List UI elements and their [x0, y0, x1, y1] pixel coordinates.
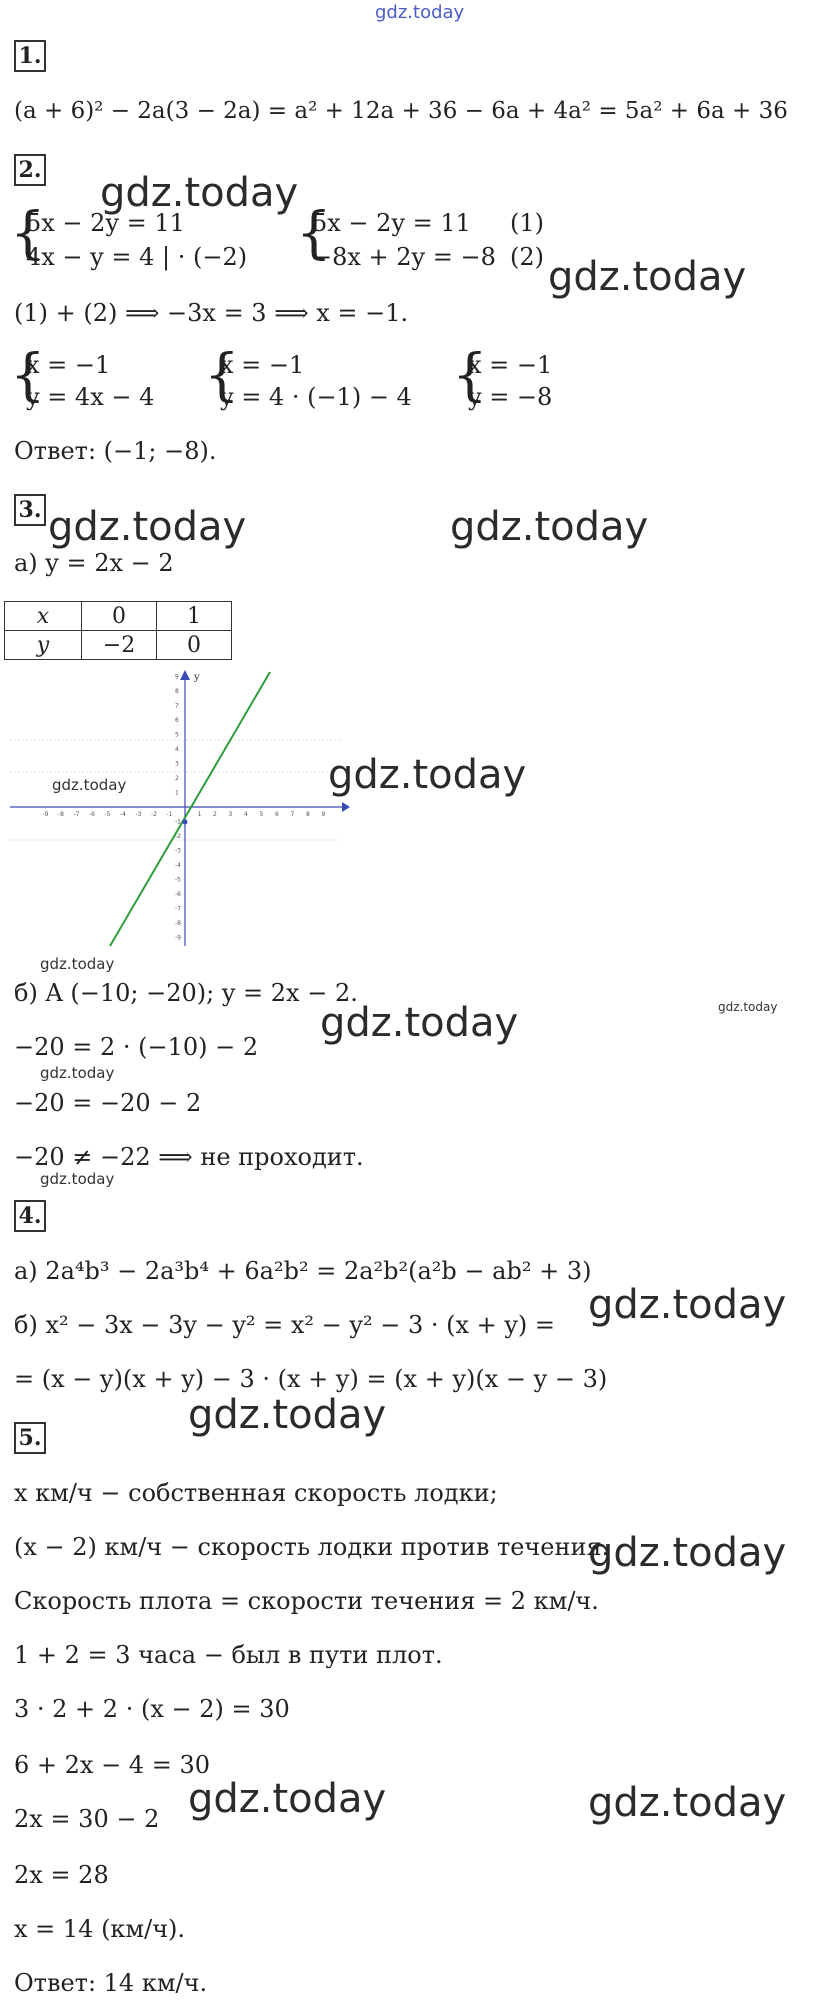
system-3-eq-2: y = 4x − 4 [26, 383, 155, 411]
x-tick-label: -3 [135, 811, 142, 818]
task-4-number: 4. [14, 1200, 46, 1232]
intersection-point [183, 820, 188, 825]
y-tick-label: 3 [175, 760, 179, 768]
y-tick-label: 6 [175, 717, 179, 724]
task-3-check-1: −20 = 2 · (−10) − 2 [14, 1033, 259, 1061]
x-tick-label: -9 [42, 811, 49, 818]
watermark: gdz.today [548, 254, 747, 300]
task-5-line-2: (x − 2) км/ч − скорость лодки против течения. [14, 1533, 610, 1561]
task-5-number: 5. [14, 1422, 46, 1454]
watermark: gdz.today [188, 1392, 387, 1438]
y-tick-label: 1 [175, 789, 179, 797]
y-tick-label: -1 [175, 818, 181, 826]
y-axis-label: y [194, 672, 200, 683]
watermark: gdz.today [450, 504, 649, 550]
table-cell: y [5, 631, 82, 660]
task-4-part-a: а) 2a⁴b³ − 2a³b⁴ + 6a²b² = 2a²b²(a²b − ab² + 3) [14, 1257, 592, 1285]
x-tick-label: -7 [73, 811, 80, 818]
task-3-conclusion: −20 ≠ −22 ⟹ не проходит. [14, 1143, 364, 1171]
task-1-number: 1. [14, 40, 46, 72]
system-brace: { [296, 201, 332, 266]
equation-tag-1: (1) [510, 209, 544, 237]
task-5-line-6: 6 + 2x − 4 = 30 [14, 1751, 210, 1779]
y-tick-label: -4 [175, 862, 181, 869]
x-tick-label: 2 [213, 811, 217, 818]
sum-equations-line: (1) + (2) ⟹ −3x = 3 ⟹ x = −1. [14, 299, 409, 327]
task-3-number: 3. [14, 494, 46, 526]
table-cell: x [5, 602, 82, 631]
task-4-part-b-2: = (x − y)(x + y) − 3 · (x + y) = (x + y)(x − y − 3) [14, 1365, 608, 1393]
y-tick-label: 7 [175, 702, 179, 710]
site-watermark[interactable]: gdz.today [375, 2, 465, 23]
table-cell: 1 [157, 602, 232, 631]
task-5-line-3: Скорость плота = скорости течения = 2 км/ч. [14, 1587, 599, 1615]
task-5-line-7: 2x = 30 − 2 [14, 1805, 160, 1833]
watermark: gdz.today [320, 1000, 519, 1046]
y-tick-label: 2 [175, 775, 179, 782]
task-5-line-4: 1 + 2 = 3 часа − был в пути плот. [14, 1641, 443, 1669]
x-tick-label: -6 [89, 811, 95, 818]
system-brace: { [10, 201, 46, 266]
task-3-check-2: −20 = −20 − 2 [14, 1089, 202, 1117]
x-tick-label: -8 [58, 811, 64, 818]
task-2-number: 2. [14, 154, 46, 186]
system-5-eq-1: x = −1 [468, 351, 553, 379]
watermark: gdz.today [588, 1282, 787, 1328]
system-4-eq-1: x = −1 [220, 351, 305, 379]
system-brace: { [204, 343, 240, 408]
table-cell: 0 [82, 602, 157, 631]
x-tick-label: 7 [290, 811, 295, 818]
x-tick-label: 4 [244, 811, 248, 818]
system-2-eq-1: 5x − 2y = 11 [312, 209, 471, 237]
function-graph [10, 668, 350, 948]
table-row [5, 631, 232, 660]
system-4-eq-2: y = 4 · (−1) − 4 [220, 383, 412, 411]
y-tick-label: -6 [175, 891, 181, 898]
watermark: gdz.today [188, 1776, 387, 1822]
x-axis-arrow [342, 802, 350, 812]
table-cell: −2 [82, 631, 157, 660]
table-row [5, 602, 232, 631]
watermark: gdz.today [328, 752, 527, 798]
x-tick-label: 5 [259, 811, 264, 818]
watermark: gdz.today [588, 1530, 787, 1576]
task-5-line-5: 3 · 2 + 2 · (x − 2) = 30 [14, 1695, 290, 1723]
task-5-line-8: 2x = 28 [14, 1861, 109, 1889]
task-5-line-9: x = 14 (км/ч). [14, 1915, 186, 1943]
task-5-line-1: x км/ч − собственная скорость лодки; [14, 1479, 498, 1507]
watermark: gdz.today [588, 1780, 787, 1826]
y-tick-label: 9 [175, 673, 179, 681]
y-tick-label: -7 [175, 905, 181, 913]
x-tick-label: 9 [321, 811, 326, 818]
y-tick-label: -9 [175, 934, 181, 942]
watermark: gdz.today [52, 776, 127, 794]
x-tick-label: 6 [275, 811, 279, 818]
task-5-answer: Ответ: 14 км/ч. [14, 1969, 208, 1997]
task-4-part-b-1: б) x² − 3x − 3y − y² = x² − y² − 3 · (x + y) = [14, 1311, 556, 1339]
y-tick-label: 8 [175, 688, 179, 695]
x-tick-label: -5 [104, 811, 111, 818]
table-cell: 0 [157, 631, 232, 660]
x-tick-label: 8 [306, 811, 310, 818]
system-5-eq-2: y = −8 [468, 383, 553, 411]
task-3-part-a: а) y = 2x − 2 [14, 549, 174, 577]
function-line [110, 672, 270, 946]
y-tick-label: -5 [175, 876, 181, 884]
y-tick-label: 4 [175, 746, 179, 753]
y-tick-label: -2 [175, 833, 181, 840]
watermark: gdz.today [718, 1000, 778, 1014]
system-1-eq-2: 4x − y = 4 | · (−2) [26, 243, 248, 271]
system-3-eq-1: x = −1 [26, 351, 111, 379]
watermark: gdz.today [48, 504, 247, 550]
y-axis-arrow [180, 670, 190, 680]
y-tick-label: 5 [175, 731, 179, 739]
task-1-solution: (a + 6)² − 2a(3 − 2a) = a² + 12a + 36 − 6a + 4a² = 5a² + 6a + 36 [14, 98, 788, 124]
watermark: gdz.today [100, 170, 299, 216]
y-tick-label: -8 [175, 920, 181, 927]
system-1-eq-1: 5x − 2y = 11 [26, 209, 185, 237]
x-tick-label: 3 [228, 811, 233, 818]
watermark: gdz.today [40, 955, 115, 973]
watermark: gdz.today [40, 1170, 115, 1188]
system-2-eq-2: −8x + 2y = −8 [312, 243, 496, 271]
values-table [4, 601, 232, 660]
equation-tag-2: (2) [510, 243, 544, 271]
system-brace: { [10, 343, 46, 408]
task-3-part-b: б) A (−10; −20); y = 2x − 2. [14, 979, 358, 1007]
x-tick-label: -1 [166, 811, 173, 818]
y-tick-label: -3 [175, 847, 181, 855]
system-brace: { [452, 343, 488, 408]
watermark: gdz.today [40, 1064, 115, 1082]
task-2-answer: Ответ: (−1; −8). [14, 437, 217, 465]
x-tick-label: -4 [120, 811, 126, 818]
x-tick-label: -2 [151, 811, 157, 818]
x-tick-label: 1 [197, 811, 202, 818]
